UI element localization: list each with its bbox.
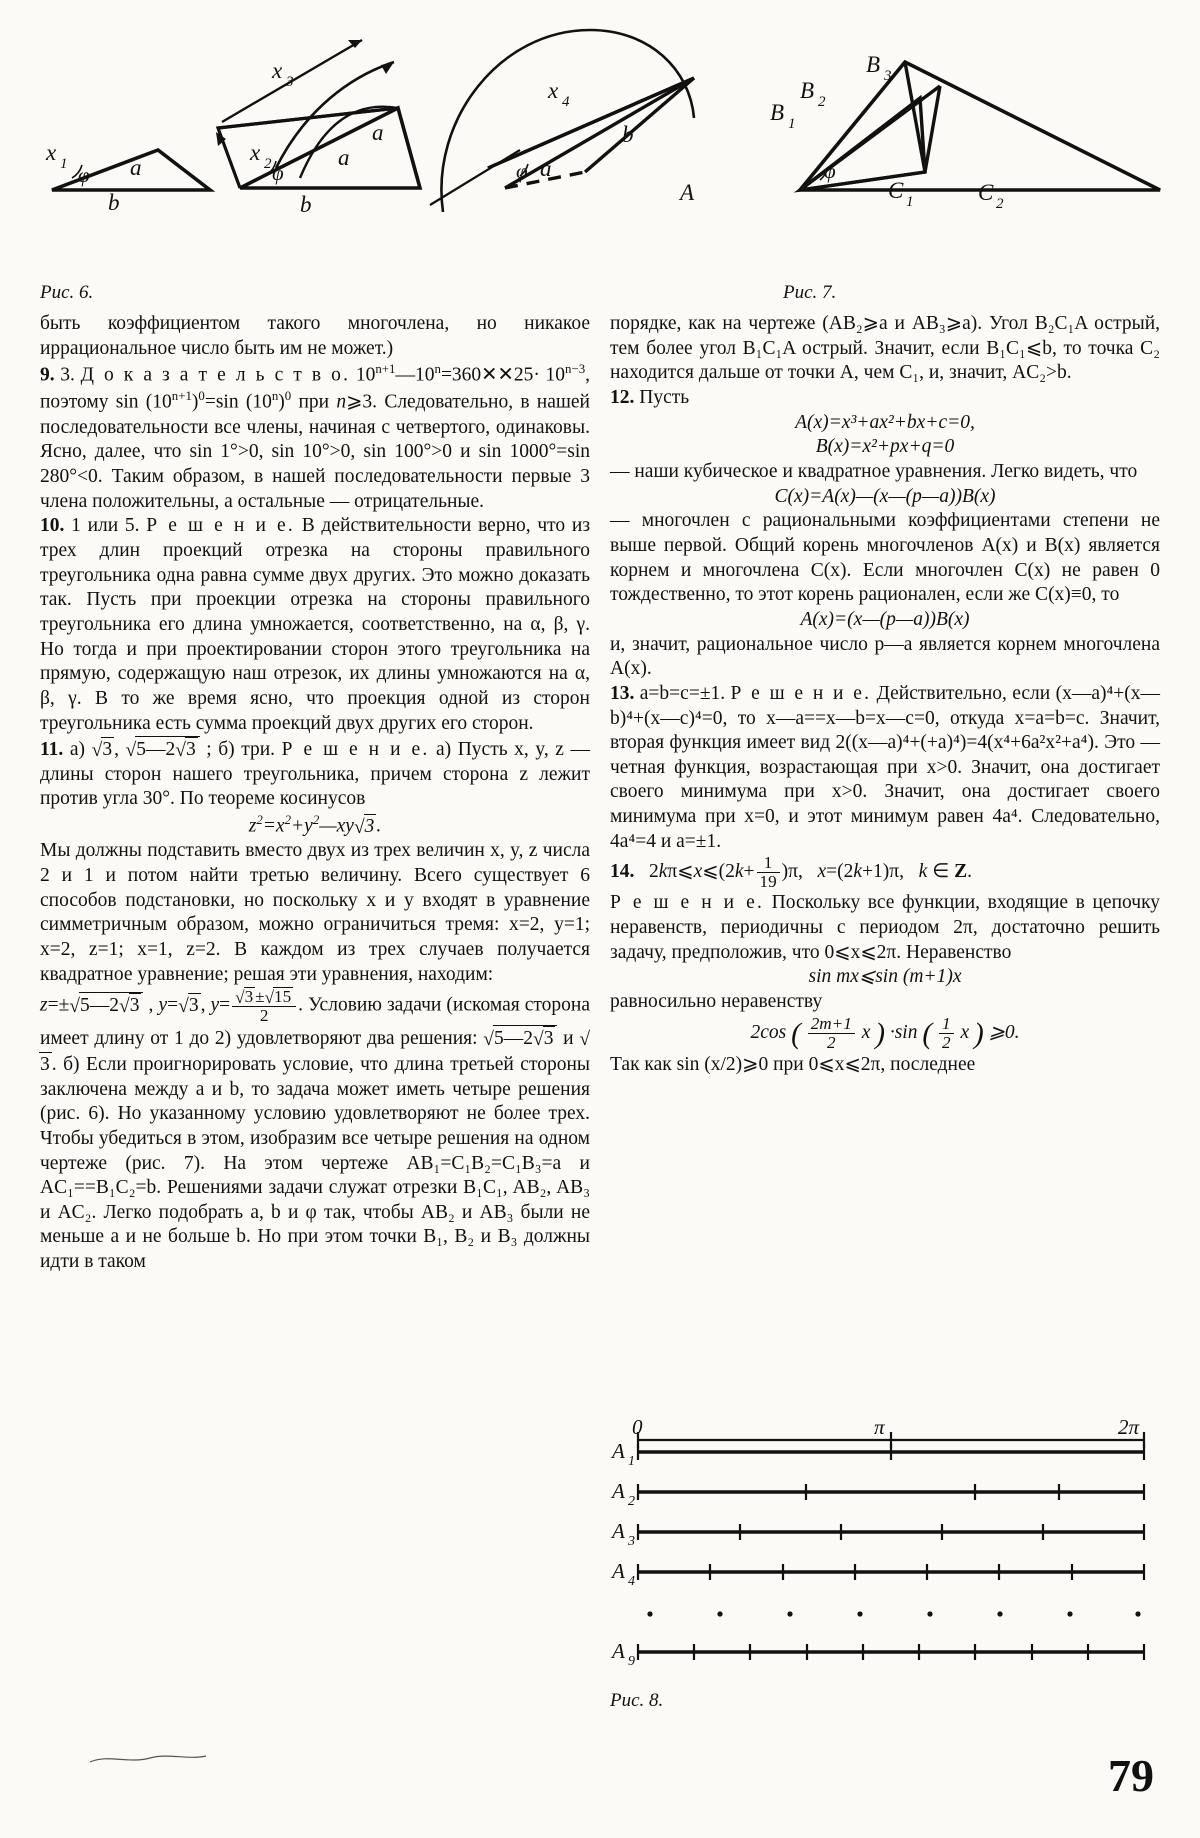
solution-word-11: Р е ш е н и е. bbox=[281, 739, 430, 761]
fig8-row-A3: A bbox=[612, 1519, 625, 1543]
equation-B: B(x)=x²+px+q=0 bbox=[815, 436, 955, 458]
svg-text:4: 4 bbox=[628, 1574, 635, 1589]
solution-14-body: Поскольку все функции, входящие в цепочку неравенств, периодичны с периодом 2π, достаточно решить задачу, предположив, что 0⩽x⩽2π. Неравенство bbox=[610, 892, 1161, 963]
solution-14-text3: Так как sin (x/2)⩾0 при 0⩽x⩽2π, последнее bbox=[610, 1053, 976, 1075]
fig6-label-phi2: φ bbox=[272, 161, 284, 185]
item-number-11: 11. bbox=[40, 739, 64, 761]
fig6-label-x4-sub: 4 bbox=[562, 94, 570, 110]
fig6-label-b2: b bbox=[300, 192, 312, 217]
paragraph-continuation-right: порядке, как на чертеже (AB₂⩾а и AB₃⩾а). Угол B₂C₁A острый, тем более угол B₁C₁A острый. Значит, если B₁C₁⩽b, то точка C₂ находится дальше от точки A, чем C₁, и, значит, AC₂>b. bbox=[610, 313, 1160, 384]
page-number: 79 bbox=[1108, 1750, 1154, 1801]
figure-7-caption: Рис. 7. bbox=[783, 282, 837, 303]
fig8-row-A1: A bbox=[612, 1439, 625, 1463]
svg-text:9: 9 bbox=[628, 1654, 635, 1669]
answer-11-b: б) три. bbox=[218, 739, 276, 761]
solution-10 bbox=[40, 514, 590, 736]
item-number-10: 10. bbox=[40, 515, 65, 537]
equation-C: C(x)=A(x)—(x—(p—a))B(x) bbox=[774, 485, 996, 507]
fig6-label-a3: a bbox=[372, 120, 384, 145]
fig6-label-b3: b bbox=[622, 122, 634, 147]
fig6-label-a2: a bbox=[338, 145, 350, 170]
right-text-column bbox=[610, 312, 1160, 1078]
fig7-label-B3-sub: 3 bbox=[884, 68, 892, 84]
fig7-label-C1: C bbox=[888, 178, 904, 203]
solution-13 bbox=[610, 682, 1160, 855]
fig7-label-B3: B bbox=[866, 52, 881, 77]
left-text-column bbox=[40, 312, 590, 1275]
item-number-14: 14. bbox=[610, 861, 635, 883]
fig6-label-b1: b bbox=[108, 190, 120, 215]
svg-text:3: 3 bbox=[628, 1534, 635, 1549]
solution-9-rest: Следовательно, в нашей последовательности все члены, начиная с четвертого, одинаковы. Ясно, далее, что bbox=[40, 391, 590, 463]
solution-14-text bbox=[610, 891, 1160, 965]
solution-11-cond: Условию задачи (искомая сторона имеет длину от 1 до 2) удовлетворяют два решения: bbox=[40, 994, 591, 1050]
fig6-label-x1: x bbox=[46, 140, 57, 165]
fig8-row-A9: A bbox=[612, 1639, 625, 1663]
fig6-label-x3: x bbox=[272, 58, 283, 83]
fig8-row-A4: A bbox=[612, 1559, 625, 1583]
item-number-13: 13. bbox=[610, 682, 635, 704]
solution-11-roots: z=±√5—2√3 , y=√3 , y= $\frac{√3 \pm√15}{2}$ . Условию задачи (искомая сторона имеет длину от 1 до 2) удовлетворяют два решения: √5—2√3 и √3 . б) Если проигнорировать условие, что длина третьей стороны заключена между a и b, то задача может иметь четыре решения (рис. 6). Но указанному условию удовлетворяют не более трех. Чтобы убедиться в этом, изобразим все четыре решения на одном чертеже (рис. 7). На этом чертеже AB₁=C₁B₂=C₁B₃=a и AC₁==B₁C₂=b. Решениями задачи служат отрезки B₁C₁, AB₂, AB₃ и AC₂. Легко подобрать a, b и φ так, чтобы AB₂ и AB₃ были не меньше a и не больше b. Но при этом точки B₁, B₂ и B₃ должны идти в таком bbox=[40, 987, 591, 1273]
solution-11-b-text: б) Если проигнорировать условие, что длина третьей стороны заключена между a и b, то задача может иметь четыре решения (рис. 6). Но указанному условию удовлетворяют не более трех. Чтобы убедиться в этом, изобразим все четыре решения на одном чертеже (рис. 7). На этом чертеже AB₁=C₁B₂=C₁B₃=a и AC₁==B₁C₂=b. Решениями задачи служат отрезки B₁C₁, AB₂, AB₃ и AC₂. Легко подобрать a, b и φ так, чтобы AB₂ и AB₃ были не меньше a и не больше b. Но при этом точки B₁, B₂ и B₃ должны идти в таком bbox=[40, 1053, 591, 1273]
equation-A-factored: A(x)=(x—(p—a))B(x) bbox=[800, 608, 970, 630]
solution-9: 9. 3. Д о к а з а т е л ь с т в о. $10^{n+1}—10^n=360✕✕25\cdot 10^{n-3}$, поэтому $\sin (10^{n+1})^0=\sin$ $(10^n)^0$ при n⩾3. Следовательно, в нашей последовательности все члены, начиная с четвертого, одинаковы. Ясно, далее, что sin 1°>0, sin 10°>0, sin 100°>0 и sin 1000°=sin 280°<0. Таким образом, в нашей последовательности первые 3 члена положительны, а остальные — отрицательные. bbox=[40, 362, 591, 512]
fig8-row-A2: A bbox=[612, 1479, 625, 1503]
solution-12-text1: — наши кубическое и квадратное уравнения. Легко видеть, что bbox=[610, 460, 1138, 482]
solution-12-intro: Пусть bbox=[639, 386, 690, 408]
fig8-axis-2pi: 2π bbox=[1118, 1418, 1140, 1439]
fig6-label-phi3: φ bbox=[516, 159, 528, 183]
solution-11: 11. а) √3 , √5—2√3 ; б) три. Р е ш е н и е. а) Пусть x, y, z — длины сторон нашего треугольника, причем сторона z лежит против угла 30°. По теореме косинусов bbox=[40, 736, 590, 812]
fig7-label-B1-sub: 1 bbox=[788, 116, 796, 132]
fig7-label-phi: φ bbox=[824, 159, 836, 183]
fig6-label-a4: a bbox=[540, 156, 552, 181]
figure-8 bbox=[610, 1418, 1170, 1685]
margin-scribble bbox=[88, 1750, 208, 1766]
solution-14-text2: равносильно неравенству bbox=[610, 991, 823, 1013]
figures-row bbox=[0, 0, 1200, 270]
fig6-label-x2-sub: 2 bbox=[264, 156, 272, 172]
equation-cosines: $z^2=x^2+y^2—xy√3$ . bbox=[248, 813, 382, 838]
solution-11-cont: Мы должны подставить вместо двух из трех величин x, y, z числа 2 и 1 и потом найти третью величину. Всего существует 6 способов подстановки, но поскольку x и y входят в уравнение симметричным образом, можно ограничиться тремя: x=2, y=1; x=2, z=1; x=1, z=2. В каждом из трех случаев получается квадратное уравнение; решая эти уравнения, находим: bbox=[40, 840, 590, 985]
solution-word-13: Р е ш е н и е. bbox=[730, 682, 872, 704]
solution-12 bbox=[610, 386, 1160, 411]
solution-14: 14. 2kπ⩽x⩽(2k+ $\frac{1}{19}$ )π, x=(2k+1)π, k ∈ Z. bbox=[610, 853, 972, 892]
solution-12-text2: — многочлен с рациональными коэффициентами степени не выше первой. Общий корень многочленов A(x) и B(x) является корнем и многочлена C(x). Если многочлен C(x) не равен 0 тождественно, то этот корень рационален, если же C(x)≡0, то bbox=[610, 510, 1160, 606]
figure-8-drawing bbox=[610, 1418, 1170, 1680]
fig6-label-x1-sub: 1 bbox=[60, 156, 68, 172]
svg-text:2: 2 bbox=[628, 1494, 635, 1509]
fig6-label-x2: x bbox=[250, 140, 261, 165]
solution-word-14: Р е ш е н и е. bbox=[610, 892, 765, 914]
svg-text:1: 1 bbox=[628, 1454, 635, 1469]
solution-10-text: В действительности верно, что из трех длин проекций отрезка на стороны правильного треугольника одна равна сумме двух других. Это можно доказать так. Пусть при проекции отрезка на стороны правильного треугольника его длина умножается, соответственно, на α, β, γ. Но тогда и при проектировании сторон этого треугольника на прямую, содержащую наш отрезок, их длины умножаются на α, β, γ. В то же время ясно, что проекция одной из сторон треугольника есть сумма проекций двух других его сторон. bbox=[40, 515, 591, 734]
fig6-label-a1: a bbox=[130, 155, 142, 180]
figure-drawings bbox=[0, 0, 1200, 268]
fig7-label-C2-sub: 2 bbox=[996, 196, 1004, 212]
fig7-label-A: A bbox=[680, 180, 695, 205]
fig6-label-phi1: φ bbox=[78, 163, 90, 187]
fig7-label-B2: B bbox=[800, 78, 815, 103]
equation-A: A(x)=x³+ax²+bx+c=0, bbox=[795, 411, 975, 433]
fig6-label-x4: x bbox=[548, 78, 559, 103]
fig7-label-B2-sub: 2 bbox=[818, 94, 826, 110]
solution-13-text: Действительно, если (x—a)⁴+(x—b)⁴+(x—c)⁴=0, то x—a==x—b=x—c=0, откуда x=a=b=c. Значит, вторая функция имеет вид 2((x—a)⁴+(+a)⁴)=4(x⁴+6a²x²+a⁴). Это — четная функция, возрастающая при x>0. Значит, она достигает своего минимума при x>0. Значит, она достигает своего минимума при x=0, и этот минимум равен 4a⁴. Следовательно, 4a⁴=4 и a=±1. bbox=[610, 682, 1161, 852]
fig6-label-x3-sub: 3 bbox=[286, 74, 294, 90]
fig7-label-C2: C bbox=[978, 180, 994, 205]
paragraph-continuation: быть коэффициентом такого многочлена, но никакое иррациональное число быть им не может.) bbox=[40, 313, 590, 359]
proof-word: Д о к а з а т е л ь с т в о. bbox=[80, 364, 351, 386]
solution-12-text3: и, значит, рациональное число p—a является корнем многочлена A(x). bbox=[610, 633, 1160, 680]
item-number-12: 12. bbox=[610, 386, 635, 408]
solution-9-tail: Таким образом, в нашей последовательности первые 3 члена положительны, а остальные — отрицательные. bbox=[40, 465, 591, 512]
solution-word-10: Р е ш е н и е. bbox=[146, 515, 295, 537]
answer-9: 3. bbox=[60, 364, 75, 386]
fig8-axis-0: 0 bbox=[632, 1418, 643, 1439]
figure-8-caption: Рис. 8. bbox=[610, 1690, 664, 1711]
fig7-label-B1: B bbox=[770, 100, 785, 125]
equation-2cos-sin: 2cos ( $\frac{2m+1}{2}$ x ) ·sin ( $\frac{1}{2}$ x ) ⩾0. bbox=[750, 1013, 1020, 1052]
item-number-9: 9. bbox=[40, 364, 55, 386]
answer-11-a: а) bbox=[69, 739, 86, 761]
answer-10: 1 или 5. bbox=[71, 515, 140, 537]
equation-sin-ineq: sin mx⩽sin (m+1)x bbox=[808, 966, 962, 988]
fig7-label-C1-sub: 1 bbox=[906, 194, 914, 210]
fig8-axis-pi: π bbox=[874, 1418, 885, 1439]
solution-11-text: а) Пусть x, y, z — длины сторон нашего треугольника, причем сторона z лежит против угла 30°. По теореме косинусов bbox=[40, 739, 591, 810]
figure-6-caption: Рис. 6. bbox=[40, 282, 94, 303]
answer-13: a=b=c=±1. bbox=[639, 682, 726, 704]
